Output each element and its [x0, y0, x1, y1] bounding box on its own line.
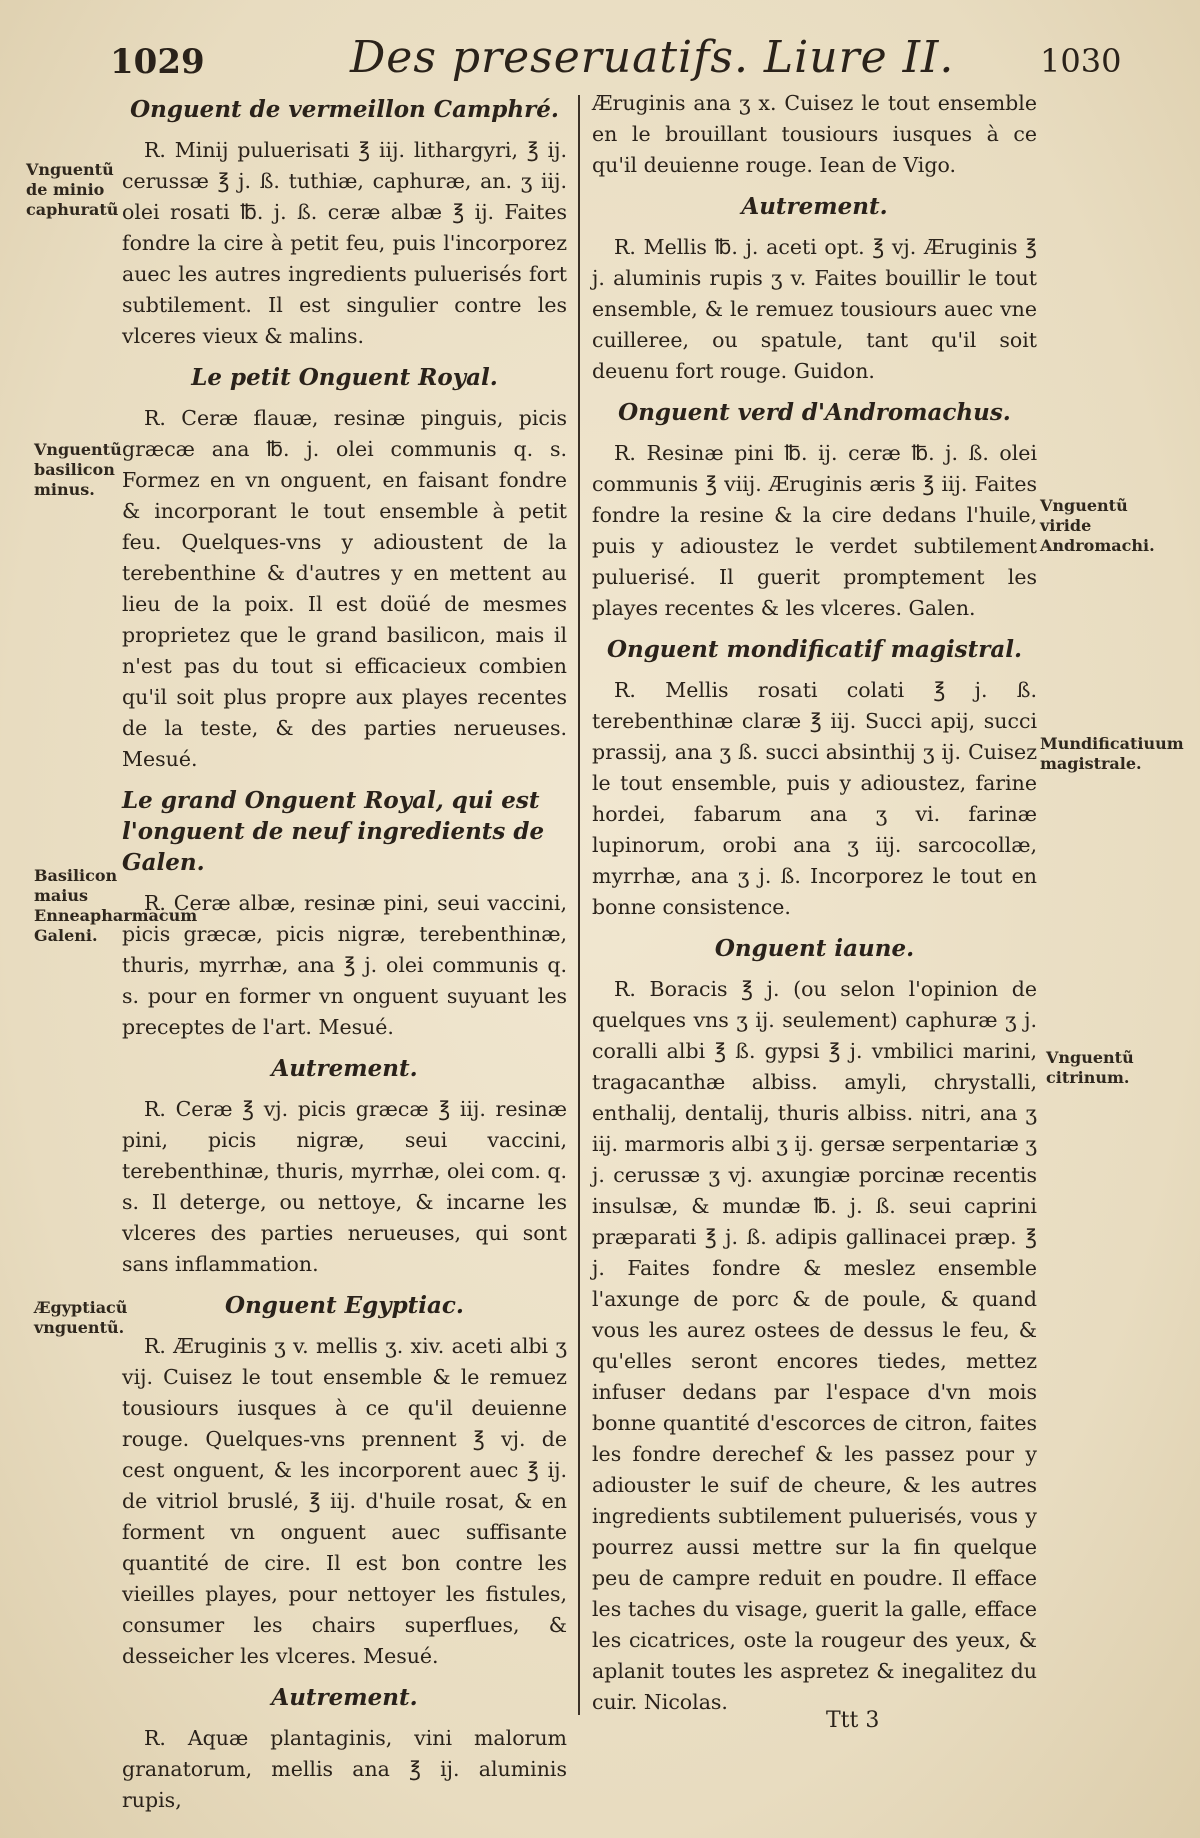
heading-iaune: Onguent iaune. [714, 935, 915, 962]
running-title: Des preseruatifs. Liure II. [350, 32, 955, 83]
text-iaune: R. Boracis ℥ j. (ou selon l'opinion de quelques vns ʒ ij. seulement) caphuræ ʒ j. coralli albi ℥ ß. gypsi ℥ j. vmbilici marini, tragacanthæ albiss. amyli, chrystalli, enthalij, dentalij, thuris albiss. nitri, ana ʒ iij. marmoris albi ʒ ij. gersæ serpentariæ ʒ j. cerussæ ʒ vj. axungiæ porcinæ recentis insulsæ, & mundæ ℔. j. ß. seui caprini præparati ℥ j. ß. adipis gallinacei præp. ℥ j. Faites fondre & meslez ensemble l'axunge de porc & de poule, & quand vous les aurez ostees de dessus le feu, & qu'elles seront encores tiedes, mettez infuser dedans par l'espace d'vn mois bonne quantité d'escorces de citron, faites les fondre derechef & les passez pour y adiouster le suif de cheure, & les autres ingredients subtilement puluerisés, vous y pourrez aussi mettre sur la fin quelque peu de campre reduit en poudre. Il efface les taches du visage, guerit la galle, efface les cicatrices, oste la rougeur des yeux, & aplanit toutes les aspretez & inegalitez du cuir. Nicolas. [592, 977, 1037, 1714]
margin-note-minio: Vnguentũ de minio caphuratũ [26, 160, 119, 219]
text-vermeillon: R. Minij puluerisati ℥ iij. lithargyri, ℥ ij. cerussæ ℥ j. ß. tuthiæ, caphuræ, an. ʒ iij. olei rosati ℔. j. ß. ceræ albæ ℥ ij. Faites fondre la cire à petit feu, puis l'incorporez auec les autres ingredients puluerisés fort subtilement. Il est singulier contre les vlceres vieux & malins. [122, 138, 567, 348]
heading-autrement-2: Autrement. [271, 1684, 418, 1711]
text-continuation: Æruginis ana ʒ x. Cuisez le tout ensemble en le brouillant tousiours iusques à ce qu'il deuienne rouge. Iean de Vigo. [592, 91, 1037, 177]
page-number-left: 1029 [110, 42, 205, 82]
column-rule [578, 95, 580, 1715]
heading-andromachus: Onguent verd d'Andromachus. [618, 399, 1011, 426]
text-andromachus: R. Resinæ pini ℔. ij. ceræ ℔. j. ß. olei communis ℥ viij. Æruginis æris ℥ iij. Faites fondre la resine & la cire dedans l'huile, puis y adioustez le verdet subtilement puluerisé. Il guerit promptement les playes recentes & les vlceres. Galen. [592, 441, 1037, 620]
heading-mondificatif: Onguent mondificatif magistral. [606, 636, 1023, 663]
margin-note-basilicon-maius: Basilicon maius Enneapharmacum Galeni. [34, 866, 198, 945]
text-autrement-2: R. Aquæ plantaginis, vini malorum granatorum, mellis ana ℥ ij. aluminis rupis, [122, 1726, 567, 1812]
text-grand-royal: R. Ceræ albæ, resinæ pini, seui vaccini, picis græcæ, picis nigræ, terebenthinæ, thuris, myrrhæ, ana ℥ j. olei communis q. s. pour en former vn onguent suyuant les preceptes de l'art. Mesué. [122, 891, 567, 1039]
margin-note-basilicon-minus: Vnguentũ basilicon minus. [34, 440, 122, 499]
heading-vermeillon: Onguent de vermeillon Camphré. [130, 96, 559, 123]
text-autrement-3: R. Mellis ℔. j. aceti opt. ℥ vj. Æruginis ℥ j. aluminis rupis ʒ v. Faites bouillir le tout ensemble, & le remuez tousiours auec vne cuilleree, ou spatule, tant qu'il soit deuenu fort rouge. Guidon. [592, 235, 1037, 383]
margin-note-aegyptiacum: Ægyptiacũ vnguentũ. [34, 1298, 128, 1337]
left-column [122, 88, 567, 1826]
margin-note-mundificatiuum: Mundificatiuum magistrale. [1040, 734, 1184, 773]
text-egyptiac: R. Æruginis ʒ v. mellis ʒ. xiv. aceti albi ʒ vij. Cuisez le tout ensemble & le remuez tousiours iusques à ce qu'il deuienne rouge. Quelques-vns prennent ℥ vj. de cest onguent, & les incorporent auec ℥ ij. de vitriol bruslé, ℥ iij. d'huile rosat, & en forment vn onguent auec suffisante quantité de cire. Il est bon contre les vieilles playes, pour nettoyer les fistules, consumer les chairs superflues, & desseicher les vlceres. Mesué. [122, 1334, 567, 1668]
heading-autrement-1: Autrement. [271, 1055, 418, 1082]
text-mondificatif: R. Mellis rosati colati ℥ j. ß. terebenthinæ claræ ℥ iij. Succi apij, succi prassij, ana ʒ ß. succi absinthij ʒ ij. Cuisez le tout ensemble, puis y adioustez, farine hordei, fabarum ana ʒ vi. farinæ lupinorum, orobi ana ʒ iij. sarcocollæ, myrrhæ, ana ʒ j. ß. Incorporez le tout en bonne consistence. [592, 678, 1037, 919]
margin-note-viride: Vnguentũ viride Andromachi. [1040, 496, 1155, 555]
signature-mark: Ttt 3 [826, 1708, 880, 1733]
heading-egyptiac: Onguent Egyptiac. [225, 1292, 464, 1319]
heading-grand-royal: Le grand Onguent Royal, qui est l'onguent de neuf ingredients de Galen. [122, 787, 545, 876]
heading-autrement-3: Autrement. [741, 193, 888, 220]
margin-note-citrinum: Vnguentũ citrinum. [1046, 1048, 1134, 1087]
text-autrement-1: R. Ceræ ℥ vj. picis græcæ ℥ iij. resinæ pini, picis nigræ, seui vaccini, terebenthinæ, thuris, myrrhæ, olei com. q. s. Il deterge, ou nettoye, & incarne les vlceres des parties nerueuses, qui sont sans inflammation. [122, 1097, 567, 1276]
page-header [0, 28, 1200, 88]
text-petit-royal: R. Ceræ flauæ, resinæ pinguis, picis græcæ ana ℔. j. olei communis q. s. Formez en vn onguent, en faisant fondre & incorporant le tout ensemble à petit feu. Quelques-vns y adioustent de la terebenthine & d'autres y en mettent au lieu de la poix. Il est doüé de mesmes proprietez que le grand basilicon, mais il n'est pas du tout si efficacieux combien qu'il soit plus propre aux playes recentes de la teste, & des parties nerueuses. Mesué. [122, 406, 567, 771]
page-number-right: 1030 [1040, 42, 1122, 80]
right-column [592, 88, 1037, 1728]
heading-petit-royal: Le petit Onguent Royal. [191, 364, 498, 391]
